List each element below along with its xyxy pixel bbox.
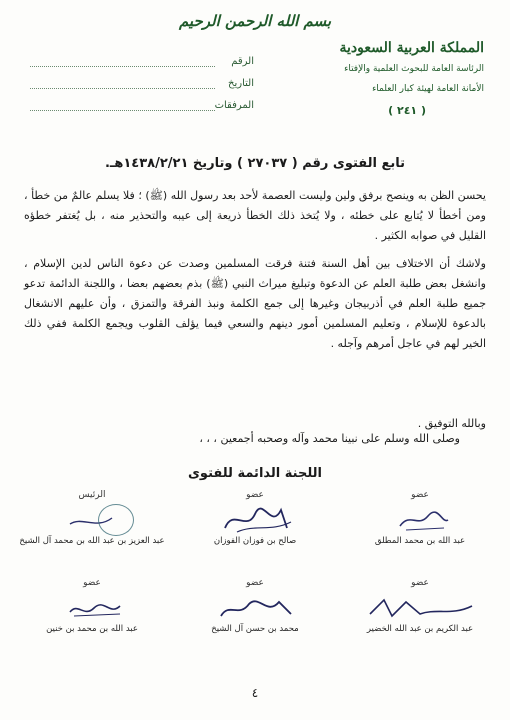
signatory-role: الرئيس: [78, 490, 106, 500]
signature-mark: [340, 502, 500, 536]
letter-code: ( ٢٤١ ): [388, 104, 426, 117]
signatory-role: عضو: [246, 490, 264, 500]
attachments-line: [30, 110, 215, 111]
page-number: ٤: [251, 686, 259, 700]
date-label: التاريخ: [228, 78, 254, 89]
body-paragraph-2: ولاشك أن الاختلاف بين أهل السنة فتنة فرقت المسلمين وصدت عن دعوة الناس لدين الإسلام ، وانشغل بعض طلبة العلم عن الدعوة وتبليغ ميراث النبي (ﷺ) بذم بعضهم بعضا ، واللجنة الدائمة تدعو جميع طلبة العلم في أذربيجان وغيرها إلى جمع الكلمة ونبذ الفرقة والتمزق ، وأن عليهم الانشغال بالدعوة للإسلام ، وتعليم المسلمين أمور دينهم والسعي فيما يؤلف القلوب ويجمع الكلمة ففي ذلك الخير لهم في عاجل أمرهم وآجله .: [24, 257, 486, 350]
signatory-role: عضو: [411, 490, 429, 500]
signatory-fawzan: [175, 490, 335, 546]
number-label: الرقم: [231, 56, 254, 67]
body-paragraph-1: يحسن الظن به وينصح برفق ولين وليست العصمة لأحد بعد رسول الله (ﷺ) ؛ فلا يسلم عالمٌ من خطأ ، ومن أخطأ لا يُتابع على خطئه ، ولا يُتخذ ذلك الخطأ ذريعة إلى عيبه والتحذير منه ، بل يُغتفر خطؤه القليل في صوابه الكثير .: [24, 189, 486, 242]
signatory-role: عضو: [246, 578, 264, 588]
signatory-role: عضو: [83, 578, 101, 588]
signatory-aal-sheikh: [12, 490, 172, 546]
signatory-name: عبد الله بن محمد المطلق: [374, 536, 466, 546]
signatory-name: صالح بن فوزان الفوزان: [213, 536, 297, 546]
signature-mark: [175, 502, 335, 536]
signature-mark: [175, 590, 335, 624]
presidency-name: الرئاسة العامة للبحوث العلمية والإفتاء: [344, 64, 484, 74]
signatory-name: محمد بن حسن آل الشيخ: [211, 624, 299, 634]
basmala: بسم الله الرحمن الرحيم: [178, 12, 332, 30]
date-line: [30, 88, 215, 89]
signatory-name: عبد الله بن محمد بن خنين: [46, 624, 138, 634]
signatory-khudair: [340, 578, 500, 634]
fatwa-title: تابع الفتوى رقم ( ٢٧٠٣٧ ) وتاريخ ١٤٣٨/٢/٢١هـ.: [104, 156, 406, 171]
signatory-motlaq: [340, 490, 500, 546]
body-paragraph-3: وبالله التوفيق .: [417, 417, 486, 430]
signatory-role: عضو: [411, 578, 429, 588]
signatory-khunain: [12, 578, 172, 634]
closing-salutation: وصلى الله وسلم على نبينا محمد وآله وصحبه أجمعين ، ، ،: [199, 432, 460, 445]
number-line: [30, 66, 215, 67]
signature-mark: [340, 590, 500, 624]
attachments-label: المرفقات: [214, 100, 254, 111]
country-name: المملكة العربية السعودية: [339, 40, 484, 56]
committee-title: اللجنة الدائمة للفتوى: [188, 466, 322, 481]
seal-stamp-icon: [98, 504, 134, 536]
signature-mark: [12, 590, 172, 624]
signatory-name: عبد العزيز بن عبد الله بن محمد آل الشيخ: [19, 536, 165, 546]
signature-mark: [12, 502, 172, 536]
signatory-name: عبد الكريم بن عبد الله الخضير: [366, 624, 474, 634]
secretariat-name: الأمانة العامة لهيئة كبار العلماء: [372, 84, 484, 94]
signatory-hasan-aal-sheikh: [175, 578, 335, 634]
